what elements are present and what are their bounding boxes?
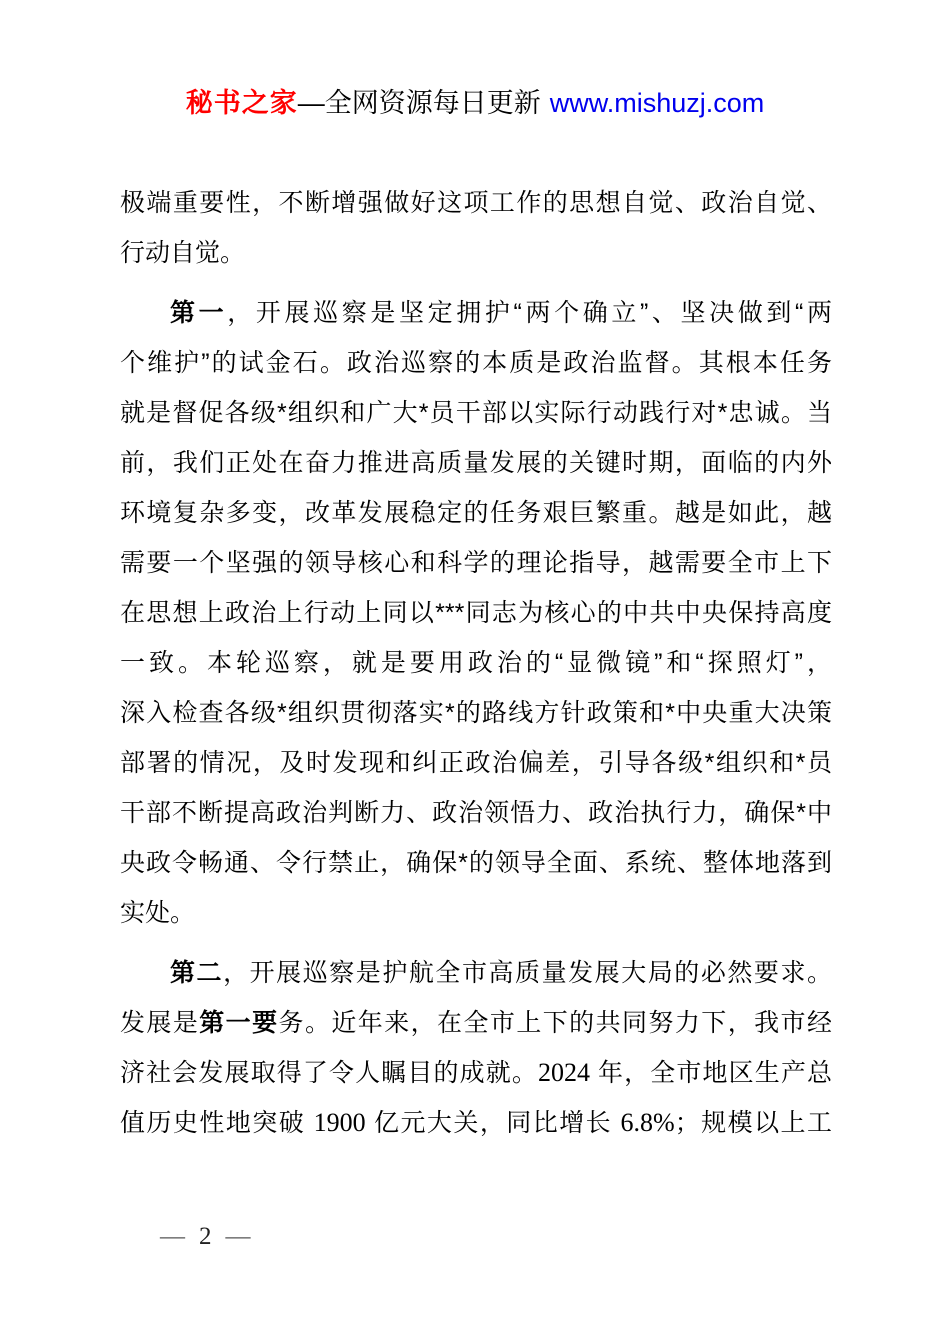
text-line [120, 998, 832, 1048]
text-line [120, 538, 832, 588]
text-line [120, 388, 832, 438]
text-line [120, 588, 832, 638]
body-text: 行动自觉。 [120, 239, 246, 267]
page-footer [160, 1222, 251, 1252]
numeral-text: 2024 [537, 1058, 590, 1087]
body-text: 环境复杂多变，改革发展稳定的任务艰巨繁重。越是如此，越 [120, 499, 832, 527]
header-tagline: 全网资源每日更新 [324, 88, 541, 118]
numeral-text: 6.8% [620, 1108, 675, 1137]
site-url: www.mishuzj.com [549, 88, 765, 118]
text-line [120, 488, 832, 538]
paragraph [120, 178, 832, 278]
paragraph [120, 948, 832, 1148]
text-line [120, 1098, 832, 1148]
document-body [120, 178, 832, 1148]
page-header [0, 86, 950, 120]
body-text: ，开展巡察是护航全市高质量发展大局的必然要求。 [223, 959, 832, 987]
body-text: 发展是 [120, 1009, 200, 1037]
text-line [120, 738, 832, 788]
body-text: 部署的情况，及时发现和纠正政治偏差，引导各级*组织和*员 [120, 749, 832, 777]
text-line [120, 438, 832, 488]
text-line [120, 888, 832, 938]
body-text: 个维护”的试金石。政治巡察的本质是政治监督。其根本任务 [120, 349, 832, 377]
body-text: 需要一个坚强的领导核心和科学的理论指导，越需要全市上下 [120, 549, 832, 577]
body-text: 实处。 [120, 899, 196, 927]
body-text: 在思想上政治上行动上同以***同志为核心的中共中央保持高度 [120, 599, 832, 627]
body-text: 值历史性地突破 1900 亿元大关，同比增长 6.8%；规模以上工 [120, 1108, 832, 1137]
text-line [120, 338, 832, 388]
text-line [120, 228, 832, 278]
text-line [120, 288, 832, 338]
body-text: ，开展巡察是坚定拥护“两个确立”、坚决做到“两 [227, 299, 832, 327]
bold-text: 第一 [170, 299, 228, 327]
body-text: 务。近年来，在全市上下的共同努力下，我市经 [278, 1009, 832, 1037]
body-text: 济社会发展取得了令人瞩目的成就。2024 年，全市地区生产总 [120, 1058, 832, 1087]
page-number: 2 [199, 1223, 212, 1250]
body-text: 极端重要性，不断增强做好这项工作的思想自觉、政治自觉、 [120, 189, 832, 217]
text-line [120, 638, 832, 688]
numeral-text: 1900 [313, 1108, 366, 1137]
text-line [120, 178, 832, 228]
body-text: 央政令畅通、令行禁止，确保*的领导全面、系统、整体地落到 [120, 849, 832, 877]
paragraph [120, 288, 832, 938]
body-text: 干部不断提高政治判断力、政治领悟力、政治执行力，确保*中 [120, 799, 832, 827]
footer-right-dash: — [225, 1223, 251, 1250]
site-brand: 秘书之家 [185, 88, 298, 118]
body-text: 一致。本轮巡察，就是要用政治的“显微镜”和“探照灯”， [120, 649, 832, 677]
body-text: 就是督促各级*组织和广大*员干部以实际行动践行对*忠诚。当 [120, 399, 832, 427]
text-line [120, 1048, 832, 1098]
footer-left-dash: — [160, 1223, 185, 1250]
header-dash: — [297, 88, 325, 118]
body-text: 前，我们正处在奋力推进高质量发展的关键时期，面临的内外 [120, 449, 832, 477]
bold-text: 第一要 [199, 1009, 279, 1037]
text-line [120, 948, 832, 998]
bold-text: 第二 [170, 959, 224, 987]
text-line [120, 788, 832, 838]
text-line [120, 838, 832, 888]
body-text: 深入检查各级*组织贯彻落实*的路线方针政策和*中央重大决策 [120, 699, 832, 727]
text-line [120, 688, 832, 738]
